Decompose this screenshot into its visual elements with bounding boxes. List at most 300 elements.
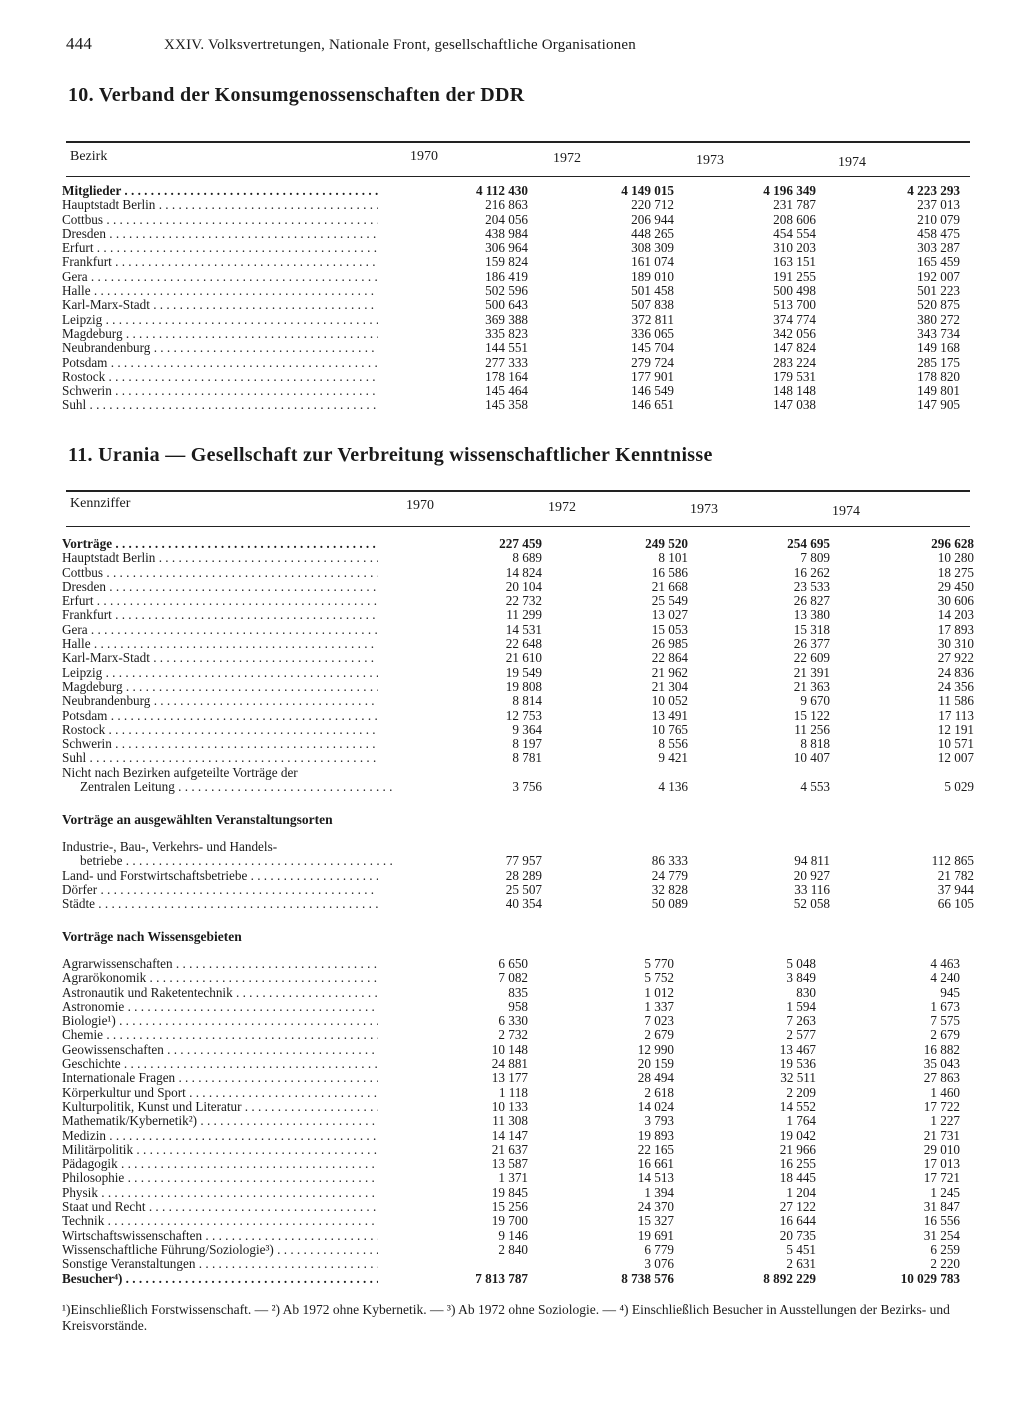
value-cell: 958 [508,999,528,1014]
table-row [62,1043,960,1057]
value-cell: 4 463 [930,957,960,971]
value-cell: 13 587 [491,1157,528,1172]
value-cell: 1 337 [644,999,674,1014]
row-label-text: Mitglieder . . . [62,184,378,198]
table-row [62,840,974,854]
row-label-text: Magdeburg . . . [62,680,378,694]
section-11-title: 11. Urania — Gesellschaft zur Verbreitung wissenschaftlicher Kenntnisse [68,444,713,466]
value-cell: 17 721 [923,1171,960,1186]
value-cell: 14 147 [491,1128,528,1143]
value-cell: 24 836 [937,665,974,680]
value-cell: 231 787 [773,198,816,213]
table-row [62,737,974,751]
table-row [62,356,960,370]
table-row [62,580,974,594]
value-cell: 94 811 [794,854,830,869]
value-cell: 2 679 [930,1028,960,1043]
value-cell: 249 520 [645,537,688,551]
row-label [62,1000,382,1014]
value-cell: 204 056 [485,212,528,227]
value-cell: 24 370 [637,1200,674,1215]
row-label [62,1143,382,1157]
section-11-col-label: Kennziffer [70,496,131,511]
row-label [62,1171,382,1185]
row-label-text: Dresden . . . [62,227,378,241]
value-cell: 17 893 [937,622,974,637]
row-label [62,284,382,298]
value-cell: 12 191 [937,722,974,737]
value-cell: 159 824 [485,255,528,270]
table-row [62,869,974,883]
value-cell [688,766,830,780]
value-cell: 30 606 [937,594,974,609]
value-cell: 16 882 [923,1042,960,1057]
value-cell: 237 013 [917,198,960,213]
row-label-text: Leipzig . . . [62,313,378,327]
value-cell: 1 394 [644,1185,674,1200]
row-label-text: Besucher⁴) . . . [62,1272,378,1286]
value-cell: 22 732 [505,594,542,609]
value-cell: 15 122 [793,708,830,723]
row-label-text: Halle . . . [62,284,378,298]
value-cell: 86 333 [651,854,688,869]
value-cell: 835 [508,985,528,1000]
value-cell: 191 255 [773,269,816,284]
row-label [62,1057,382,1071]
value-cell: 9 146 [498,1228,528,1243]
row-label-text: Hauptstadt Berlin . . . [62,551,378,565]
table-row [62,327,960,341]
row-label-text: Halle . . . [62,637,378,651]
row-label-text: Suhl . . . [62,751,378,765]
value-cell: 17 722 [923,1099,960,1114]
value-cell: 29 010 [923,1142,960,1157]
value-cell: 12 007 [937,751,974,766]
section-10-year-1970: 1970 [410,149,438,164]
row-label [62,637,396,651]
value-cell: 26 377 [793,637,830,652]
value-cell: 28 494 [637,1071,674,1086]
row-label-text: Vorträge . . . [62,537,378,551]
value-cell: 20 159 [637,1057,674,1072]
value-cell: 501 458 [631,284,674,299]
value-cell: 17 113 [938,708,974,723]
table-row [62,1214,960,1228]
value-cell: 20 735 [779,1228,816,1243]
value-cell: 5 770 [644,957,674,971]
value-cell: 9 364 [512,722,542,737]
row-label-text: Philosophie . . . [62,1171,378,1185]
row-label-text: Suhl . . . [62,398,378,412]
row-label-text: Dörfer . . . [62,883,378,897]
row-label [62,986,382,1000]
table-row [62,227,960,241]
value-cell: 830 [796,985,816,1000]
row-label [62,1186,382,1200]
row-label-text: Cottbus . . . [62,566,378,580]
row-label-text: Militärpolitik . . . [62,1143,378,1157]
value-cell: 21 668 [651,579,688,594]
value-cell: 343 734 [917,326,960,341]
value-cell: 19 536 [779,1057,816,1072]
row-label-text: Nicht nach Bezirken aufgeteilte Vorträge der [62,765,298,780]
row-label [62,1257,382,1271]
value-cell: 342 056 [773,326,816,341]
row-label [62,751,396,765]
table-row [62,1143,960,1157]
row-label [62,566,396,580]
value-cell: 1 204 [786,1185,816,1200]
table-row [62,608,974,622]
row-label [62,971,382,985]
row-label [62,298,382,312]
table-row [62,284,960,298]
row-label [62,694,396,708]
row-label [62,957,382,971]
row-label [62,1200,382,1214]
row-label-text: Biologie¹) . . . [62,1014,378,1028]
value-cell: 4 149 015 [621,184,674,198]
value-cell: 2 679 [644,1028,674,1043]
value-cell: 502 596 [485,284,528,299]
table-row [62,270,960,284]
value-cell: 23 533 [793,579,830,594]
value-cell: 14 531 [505,622,542,637]
page-number: 444 [66,34,93,53]
row-label [62,551,396,565]
value-cell: 22 648 [505,637,542,652]
value-cell: 31 254 [923,1228,960,1243]
table-row [62,637,974,651]
row-label-text: Agrarökonomik . . . [62,971,378,985]
row-label [62,184,382,198]
value-cell: 6 259 [930,1242,960,1257]
table-row [62,957,960,971]
value-cell: 306 964 [485,241,528,256]
value-cell: 1 227 [930,1114,960,1129]
value-cell: 4 136 [658,780,688,795]
value-cell: 37 944 [937,882,974,897]
value-cell: 4 196 349 [763,184,816,198]
value-cell: 8 689 [512,551,542,566]
value-cell: 26 827 [793,594,830,609]
value-cell: 16 661 [637,1157,674,1172]
value-cell: 8 818 [800,737,830,752]
value-cell: 21 391 [793,665,830,680]
table-row [62,1186,960,1200]
row-label-text: Zentralen Leitung . . . [62,780,396,794]
value-cell: 285 175 [917,355,960,370]
value-cell: 189 010 [631,269,674,284]
value-cell: 66 105 [937,897,974,912]
row-label [62,313,382,327]
section-10-table [62,184,960,413]
value-cell: 9 670 [800,694,830,709]
value-cell: 19 042 [779,1128,816,1143]
value-cell: 28 289 [505,868,542,883]
value-cell: 227 459 [499,537,542,551]
value-cell: 40 354 [505,897,542,912]
value-cell: 147 824 [773,341,816,356]
table-row [62,537,974,551]
value-cell: 2 840 [498,1242,528,1257]
value-cell: 10 029 783 [900,1271,960,1286]
section-11-year-1972: 1972 [548,500,576,515]
value-cell: 1 460 [930,1085,960,1100]
value-cell: 3 793 [644,1114,674,1129]
row-label [62,327,382,341]
table-row [62,780,974,794]
table-row [62,184,960,198]
value-cell: 14 824 [505,565,542,580]
value-cell: 15 327 [637,1214,674,1229]
table-row [62,594,974,608]
value-cell: 24 881 [491,1057,528,1072]
row-label [62,680,396,694]
value-cell: 210 079 [917,212,960,227]
value-cell: 1 764 [786,1114,816,1129]
value-cell: 14 203 [937,608,974,623]
subheading-veranstaltungsorte: Vorträge an ausgewählten Veranstaltungsorten [62,812,333,827]
table-row [62,1086,960,1100]
table-row [62,766,974,780]
row-label [62,1114,382,1128]
value-cell: 18 445 [779,1171,816,1186]
row-label [62,666,396,680]
value-cell: 277 333 [485,355,528,370]
value-cell [688,840,830,854]
value-cell: 10 280 [937,551,974,566]
value-cell: 147 038 [773,398,816,413]
value-cell: 11 256 [794,722,830,737]
table-row [62,213,960,227]
value-cell: 144 551 [485,341,528,356]
value-cell: 6 330 [498,1014,528,1029]
value-cell: 1 245 [930,1185,960,1200]
value-cell: 2 220 [930,1257,960,1272]
row-label [62,198,382,212]
value-cell: 149 168 [917,341,960,356]
value-cell: 8 781 [512,751,542,766]
value-cell: 336 065 [631,326,674,341]
value-cell: 112 865 [931,854,974,869]
value-cell: 50 089 [651,897,688,912]
value-cell: 3 849 [786,971,816,986]
value-cell: 145 358 [485,398,528,413]
row-label-text: betriebe . . . [62,854,396,868]
value-cell: 2 618 [644,1085,674,1100]
value-cell [396,840,542,854]
row-label-text: Chemie . . . [62,1028,378,1042]
table-row [62,241,960,255]
value-cell: 4 553 [800,780,830,795]
table-row [62,751,974,765]
value-cell: 27 122 [779,1200,816,1215]
table-row [62,1057,960,1071]
row-label-text: Gera . . . [62,270,378,284]
value-cell: 13 380 [793,608,830,623]
row-label [62,651,396,665]
value-cell: 52 058 [793,897,830,912]
value-cell: 7 813 787 [475,1271,528,1286]
row-label-text: Neubrandenburg . . . [62,694,378,708]
row-label-text: Karl-Marx-Stadt . . . [62,651,378,665]
row-label-text: Technik . . . [62,1214,378,1228]
value-cell: 11 586 [938,694,974,709]
row-label [62,270,382,284]
value-cell: 4 240 [930,971,960,986]
row-label [62,1086,382,1100]
value-cell: 192 007 [917,269,960,284]
value-cell: 13 467 [779,1042,816,1057]
subheading-wissensgebiete: Vorträge nach Wissensgebieten [62,929,242,944]
row-label [62,608,396,622]
row-label [62,356,382,370]
value-cell: 1 594 [786,999,816,1014]
row-label-text: Land- und Forstwirtschaftsbetriebe . . . [62,869,378,883]
value-cell: 9 421 [658,751,688,766]
value-cell: 10 571 [937,737,974,752]
section-11-year-1974: 1974 [832,504,860,519]
value-cell: 148 148 [773,384,816,399]
table-row [62,897,974,911]
section-10-top-rule [66,141,970,143]
row-label [62,370,382,384]
row-label-text: Rostock . . . [62,723,378,737]
value-cell: 13 491 [651,708,688,723]
value-cell: 206 944 [631,212,674,227]
value-cell: 7 809 [800,551,830,566]
row-label-text: Medizin . . . [62,1129,378,1143]
row-label-text: Städte . . . [62,897,378,911]
section-11-header-rule [66,526,970,527]
row-label [62,1100,382,1114]
section-10-year-1972: 1972 [553,151,581,166]
table-row [62,883,974,897]
table-row [62,1157,960,1171]
section-10-header-rule [66,176,970,177]
value-cell: 2 631 [786,1257,816,1272]
value-cell: 21 610 [505,651,542,666]
value-cell: 2 209 [786,1085,816,1100]
row-label-text: Astronomie . . . [62,1000,378,1014]
value-cell: 19 549 [505,665,542,680]
table-row [62,1272,960,1286]
row-label-text: Dresden . . . [62,580,378,594]
value-cell: 21 637 [491,1142,528,1157]
section-11-orte-table [62,840,974,911]
value-cell: 2 577 [786,1028,816,1043]
value-cell: 283 224 [773,355,816,370]
table-row [62,298,960,312]
row-label [62,1214,382,1228]
value-cell: 35 043 [923,1057,960,1072]
row-label-text: Karl-Marx-Stadt . . . [62,298,378,312]
value-cell: 177 901 [631,369,674,384]
row-label [62,897,396,911]
section-10-title: 10. Verband der Konsumgenossenschaften der DDR [68,84,525,106]
row-label [62,537,396,551]
section-11-year-1970: 1970 [406,498,434,513]
value-cell: 8 101 [658,551,688,566]
value-cell: 2 732 [498,1028,528,1043]
section-10-year-1973: 1973 [696,153,724,168]
table-row [62,370,960,384]
value-cell: 945 [940,985,960,1000]
value-cell: 13 027 [651,608,688,623]
footnotes: ¹)Einschließlich Forstwissenschaft. — ²) Ab 1972 ohne Kybernetik. — ³) Ab 1972 ohne Soziologie. — ⁴) Einschließlich Besucher in Ausstellungen der Bezirks- und Kreisvorstände. [62,1302,950,1333]
value-cell: 6 650 [498,957,528,971]
value-cell: 10 765 [651,722,688,737]
value-cell: 19 691 [637,1228,674,1243]
value-cell: 77 957 [505,854,542,869]
value-cell: 33 116 [794,882,830,897]
value-cell: 208 606 [773,212,816,227]
value-cell: 146 549 [631,384,674,399]
table-row [62,566,974,580]
value-cell: 501 223 [917,284,960,299]
row-label [62,766,396,780]
value-cell: 500 643 [485,298,528,313]
value-cell: 20 927 [793,868,830,883]
row-label [62,869,396,883]
row-label [62,1014,382,1028]
value-cell: 380 272 [917,312,960,327]
running-head [66,34,946,54]
value-cell: 220 712 [631,198,674,213]
value-cell: 22 165 [637,1142,674,1157]
row-label [62,255,382,269]
row-label [62,840,396,854]
value-cell [396,766,542,780]
value-cell: 454 554 [773,226,816,241]
row-label [62,1157,382,1171]
row-label-text: Schwerin . . . [62,384,378,398]
value-cell: 163 151 [773,255,816,270]
row-label [62,1071,382,1085]
table-row [62,1257,960,1271]
value-cell: 147 905 [917,398,960,413]
value-cell: 21 363 [793,679,830,694]
value-cell: 500 498 [773,284,816,299]
value-cell: 26 985 [651,637,688,652]
value-cell: 8 197 [512,737,542,752]
table-row [62,551,974,565]
table-row [62,1000,960,1014]
value-cell: 25 549 [651,594,688,609]
row-label [62,780,396,794]
value-cell: 24 779 [651,868,688,883]
row-label [62,723,396,737]
value-cell: 5 752 [644,971,674,986]
value-cell: 145 464 [485,384,528,399]
value-cell [830,840,974,854]
row-label [62,213,382,227]
table-row [62,1114,960,1128]
row-label-text: Rostock . . . [62,370,378,384]
value-cell: 145 704 [631,341,674,356]
value-cell: 146 651 [631,398,674,413]
table-row [62,398,960,412]
row-label [62,709,396,723]
table-row [62,651,974,665]
value-cell: 216 863 [485,198,528,213]
table-row [62,723,974,737]
section-11-table [62,537,974,794]
value-cell: 27 922 [937,651,974,666]
value-cell: 21 304 [651,679,688,694]
row-label-text: Cottbus . . . [62,213,378,227]
